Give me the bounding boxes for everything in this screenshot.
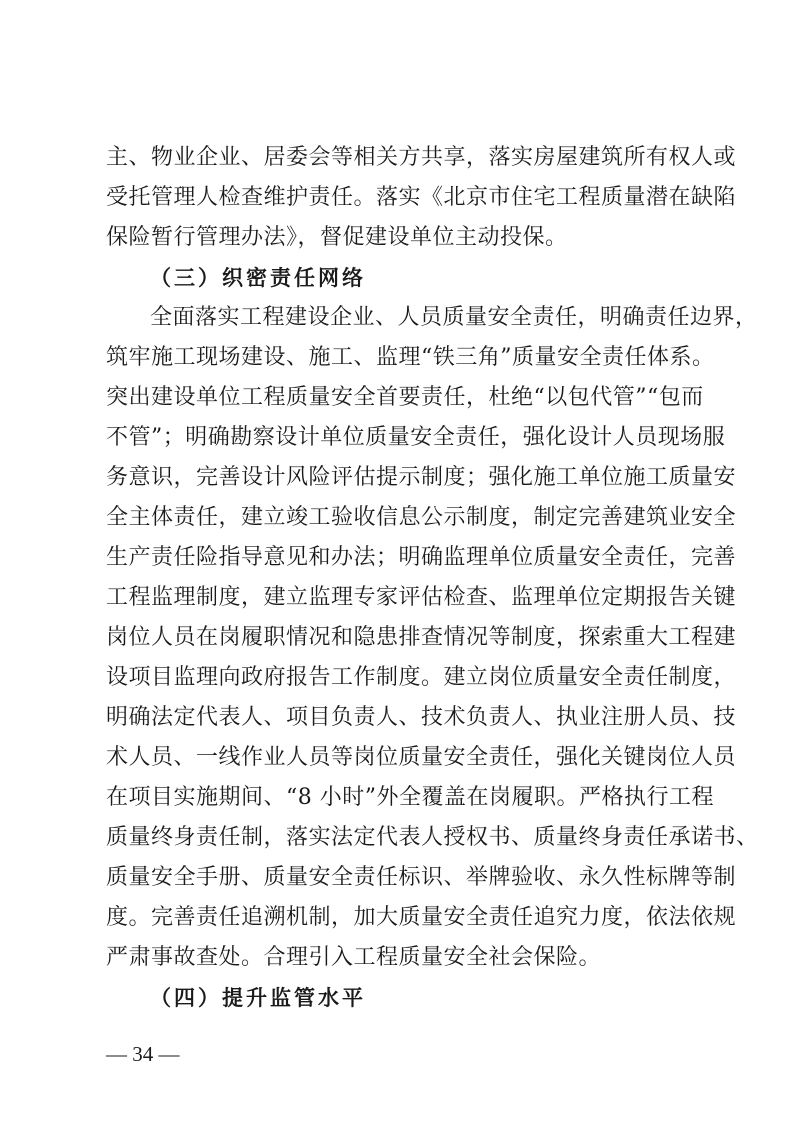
paragraph-line: 工程监理制度，建立监理专家评估检查、监理单位定期报告关键 bbox=[106, 585, 737, 610]
paragraph-line: 不管”；明确勘察设计单位质量安全责任，强化设计人员现场服 bbox=[106, 425, 726, 450]
paragraph-line: 全主体责任，建立竣工验收信息公示制度，制定完善建筑业安全 bbox=[106, 505, 737, 530]
paragraph-line: 设项目监理向政府报告工作制度。建立岗位质量安全责任制度， bbox=[106, 665, 737, 690]
paragraph-line: 术人员、一线作业人员等岗位质量安全责任，强化关键岗位人员 bbox=[106, 745, 737, 770]
paragraph-line: 保险暂行管理办法》，督促建设单位主动投保。 bbox=[106, 225, 568, 250]
paragraph-line: 在项目实施期间、“8 小时”外全覆盖在岗履职。严格执行工程 bbox=[106, 785, 714, 810]
paragraph-line: 岗位人员在岗履职情况和隐患排查情况等制度，探索重大工程建 bbox=[106, 625, 737, 650]
section-heading-4: （四）提升监管水平 bbox=[150, 986, 366, 1010]
paragraph-line: 严肃事故查处。合理引入工程质量安全社会保险。 bbox=[106, 945, 602, 970]
section-heading-3: （三）织密责任网络 bbox=[150, 266, 366, 290]
paragraph-line: 主、物业企业、居委会等相关方共享，落实房屋建筑所有权人或 bbox=[106, 145, 737, 170]
page-number: — 34 — bbox=[106, 1042, 180, 1066]
paragraph-line: 质量终身责任制，落实法定代表人授权书、质量终身责任承诺书、 bbox=[106, 825, 759, 850]
paragraph-line: 务意识，完善设计风险评估提示制度；强化施工单位施工质量安 bbox=[106, 465, 737, 490]
paragraph-line: 突出建设单位工程质量安全首要责任，杜绝“以包代管”“包而 bbox=[106, 385, 704, 410]
paragraph-line: 全面落实工程建设企业、人员质量安全责任，明确责任边界， bbox=[150, 305, 758, 330]
paragraph-line: 受托管理人检查维护责任。落实《北京市住宅工程质量潜在缺陷 bbox=[106, 185, 737, 210]
paragraph-line: 明确法定代表人、项目负责人、技术负责人、执业注册人员、技 bbox=[106, 705, 737, 730]
paragraph-line: 筑牢施工现场建设、施工、监理“铁三角”质量安全责任体系。 bbox=[106, 345, 715, 370]
paragraph-line: 生产责任险指导意见和办法；明确监理单位质量安全责任，完善 bbox=[106, 545, 737, 570]
paragraph-line: 度。完善责任追溯机制，加大质量安全责任追究力度，依法依规 bbox=[106, 905, 737, 930]
paragraph-line: 质量安全手册、质量安全责任标识、举牌验收、永久性标牌等制 bbox=[106, 865, 737, 890]
